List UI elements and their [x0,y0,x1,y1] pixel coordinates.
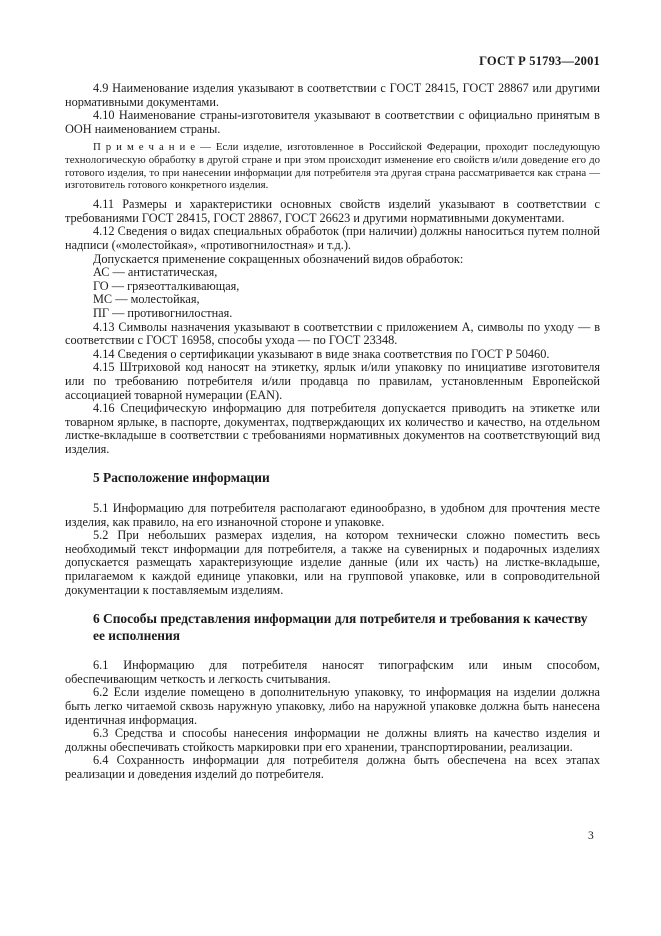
paragraph: 4.13 Символы назначения указывают в соответствии с приложением А, символы по уходу — в соответствии с ГОСТ 16958, способы ухода — по ГОСТ 23348. [65,319,600,348]
paragraph: 4.10 Наименование страны-изготовителя указывают в соответствии с официально принятым в ООН наименованием страны. [65,108,600,136]
document-standard-number: ГОСТ Р 51793—2001 [479,54,600,68]
document-body [65,82,600,781]
paragraph: 6.3 Средства и способы нанесения информации не должны влиять на качество изделия и должны обеспечивать стойкость маркировки при его хранении, транспортировании, реализации. [65,726,600,754]
paragraph: 6.1 Информацию для потребителя наносят типографским или иным способом, обеспечивающим четкость и легкость считывания. [65,658,600,686]
list-item: АС — антистатическая, [93,265,218,280]
paragraph: 4.14 Сведения о сертификации указывают в виде знака соответствия по ГОСТ Р 50460. [93,346,550,361]
section-heading: 6 Способы представления информации для потребителя и требования к качеству ее исполнения [93,611,588,643]
paragraph: 4.12 Сведения о видах специальных обработок (при наличии) должны наноситься путем полной надписи («молестойкая», «противогнилостная» и т.д.). [65,224,600,252]
page-number: 3 [588,830,594,842]
paragraph: 4.11 Размеры и характеристики основных свойств изделий указывают в соответствии с требованиями ГОСТ 28415, ГОСТ 28867, ГОСТ 26623 и другими нормативными документами. [65,197,600,225]
paragraph: 5.2 При небольших размерах изделия, на котором технически сложно поместить весь необходимый текст информации для потребителя, а также на сувенирных и подарочных изделиях допускается размещать характеризующие изделие данные (или их часть) на листке-вкладыше, прилагаемом к каждой единице упаковки, или на групповой упаковке, или в сопроводительной документации к поставляемым изделиям. [65,528,600,597]
paragraph: Допускается применение сокращенных обозначений видов обработок: [93,251,464,266]
paragraph: 6.2 Если изделие помещено в дополнительную упаковку, то информация на изделии должна быть легко читаемой сквозь наружную упаковку, либо на наружной упаковке должна быть нанесена идентичная информация. [65,685,600,727]
paragraph: 4.15 Штриховой код наносят на этикетку, ярлык и/или упаковку по инициативе изготовителя или по требованию потребителя и/или продавца по правилам, установленным Европейской ассоциацией товарной нумерации (EAN). [65,360,600,402]
paragraph: 4.16 Специфическую информацию для потребителя допускается приводить на этикетке или товарном ярлыке, в паспорте, документах, подтверждающих их количество и качество, на отдельном листке-вкладыше в соответствии с требованиями нормативных документов на соответствующий вид изделия. [65,401,600,456]
paragraph: 5.1 Информацию для потребителя располагают единообразно, в удобном для прочтения месте изделия, как правило, на его изнаночной стороне и упаковке. [65,500,600,529]
note-paragraph: П р и м е ч а н и е — Если изделие, изготовленное в Российской Федерации, проходит последующую технологическую обработку в другой стране и при этом происходит изменение его свойств и/или доведение его до готового изделия, то при нанесении информации для потребителя эта другая страна рассматривается как страна — изготовитель готового конкретного изделия. [65,141,600,192]
paragraph: 4.9 Наименование изделия указывают в соответствии с ГОСТ 28415, ГОСТ 28867 или другими нормативными документами. [65,81,600,109]
section-heading: 5 Расположение информации [93,470,270,486]
list-item: МС — молестойкая, [93,292,200,307]
paragraph: 6.4 Сохранность информации для потребителя должна быть обеспечена на всех этапах реализации и доведения изделий до потребителя. [65,753,600,781]
list-item: ГО — грязеотталкивающая, [93,278,240,293]
list-item: ПГ — противогнилостная. [93,305,233,320]
